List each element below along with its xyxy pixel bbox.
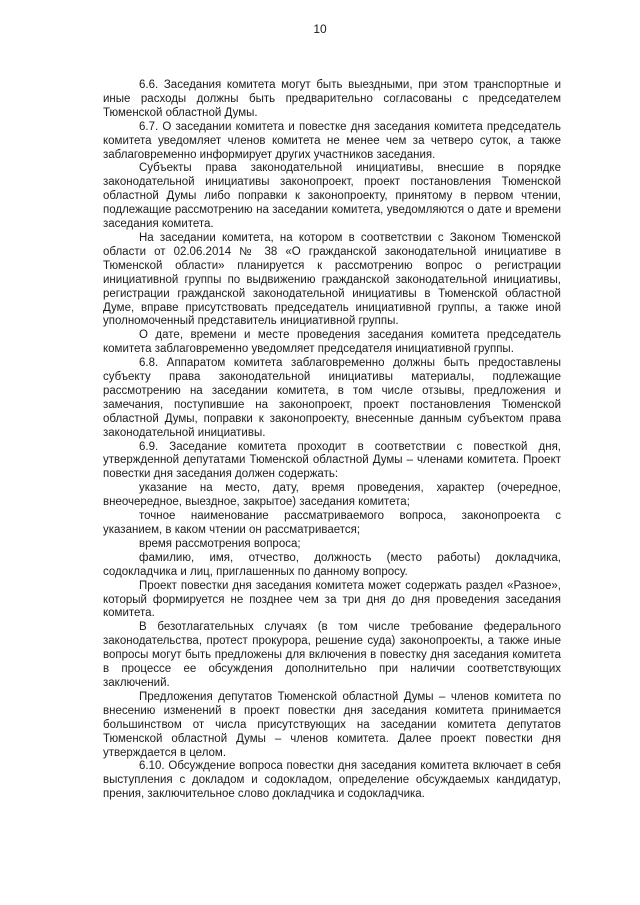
paragraph-6-6: 6.6. Заседания комитета могут быть выездными, при этом транспортные и иные расходы должны быть предварительно согласованы с председателем Тюменской областной Думы.: [103, 79, 561, 119]
agenda-item-speaker: фамилию, имя, отчество, должность (место работы) докладчика, содокладчика и лиц, приглашенных по данному вопросу.: [103, 551, 561, 578]
paragraph-misc-section: Проект повестки дня заседания комитета может содержать раздел «Разное», который формируется не позднее чем за три дня до дня проведения заседания комитета.: [103, 579, 561, 620]
paragraph-subjects-notification: Субъекты права законодательной инициативы, внесшие в порядке законодательной инициативы законопроект, проект постановления Тюменской областной Думы либо поправки к законопроекту, принятому в первом чтении, подлежащие рассмотрению на заседании комитета, уведомляются о дате и времени заседания комитета.: [103, 162, 561, 231]
agenda-item-time: время рассмотрения вопроса;: [139, 537, 301, 550]
paragraph-6-9: 6.9. Заседание комитета проходит в соответствии с повесткой дня, утвержденной депутатами Тюменской областной Думы – членами комитета. Проект повестки дня заседания должен содержать:: [103, 440, 561, 481]
paragraph-6-10: 6.10. Обсуждение вопроса повестки дня заседания комитета включает в себя выступления с докладом и содокладом, определение обсуждаемых кандидатур, прения, заключительное слово докладчика и содокладчика.: [103, 760, 561, 801]
paragraph-urgent-cases: В безотлагательных случаях (в том числе требование федерального законодательства, протест прокурора, решение суда) законопроекты, а также иные вопросы могут быть предложены для включения в повестку дня заседания комитета в процессе ее обсуждения дополнительно при наличии соответствующих заключений.: [103, 621, 561, 689]
document-body: [103, 79, 561, 802]
paragraph-agenda-changes: Предложения депутатов Тюменской областной Думы – членов комитета по внесению изменений в проект повестки дня заседания комитета принимается большинством от числа присутствующих на заседании комитета депутатов Тюменской областной Думы – членов комитета. Далее проект повестки дня утверждается в целом.: [103, 690, 561, 759]
agenda-item-title: точное наименование рассматриваемого вопроса, законопроекта с указанием, в каком чтении он рассматривается;: [103, 510, 561, 536]
agenda-item-place-date: указание на место, дату, время проведения, характер (очередное, внеочередное, выездное, закрытое) заседания комитета;: [103, 482, 561, 509]
paragraph-initiative-group: На заседании комитета, на котором в соответствии с Законом Тюменской области от 02.06.2014 № 38 «О гражданской законодательной инициативе в Тюменской области» планируется к рассмотрению вопрос о регистрации инициативной группы по выдвижению гражданской законодательной инициативы, регистрации гражданской законодательной инициативы в Тюменской областной Думе, вправе присутствовать председатель инициативной группы, а также иной уполномоченный представитель инициативной группы.: [103, 231, 561, 328]
paragraph-6-8: 6.8. Аппаратом комитета заблаговременно должны быть предоставлены субъекту права законодательной инициативы материалы, подлежащие рассмотрению на заседании комитета, в том числе отзывы, предложения и замечания, поступившие на законопроект, проект постановления Тюменской областной Думы, поправки к законопроекту, внесенные данным субъектом права законодательной инициативы.: [103, 357, 561, 439]
paragraph-initiative-notice: О дате, времени и месте проведения заседания комитета председатель комитета заблаговременно уведомляет председателя инициативной группы.: [103, 329, 561, 356]
paragraph-6-7: 6.7. О заседании комитета и повестке дня заседания комитета председатель комитета уведомляет членов комитета не менее чем за четверо суток, а также заблаговременно информирует других участников заседания.: [103, 120, 561, 161]
page-number: 10: [313, 22, 327, 36]
